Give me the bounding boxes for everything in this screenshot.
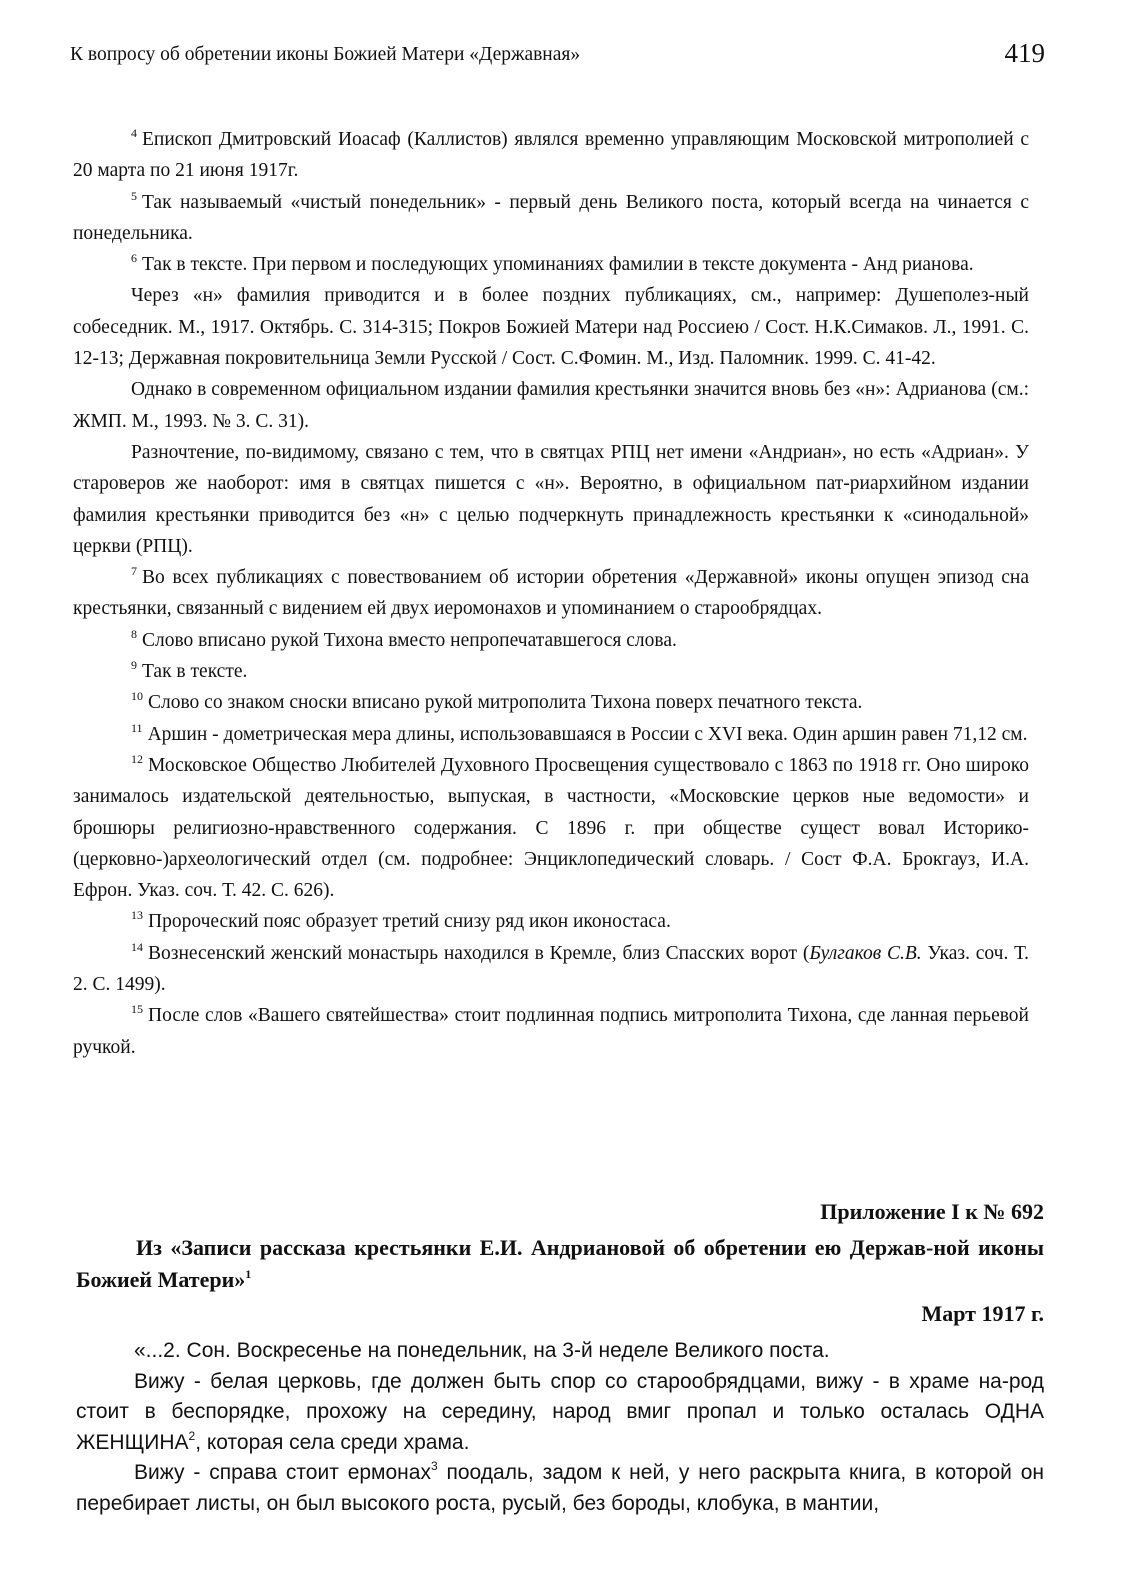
footnote-5: $^5$ Так называемый «чистый понедельник» - первый день Великого поста, который всегда на чинается с понедельника.	[73, 188, 1029, 244]
footnote-13: $^{13}$ Пророческий пояс образует третий снизу ряд икон иконостаса.	[131, 908, 671, 933]
footnote-marker: 3	[430, 1459, 438, 1473]
italic-author: Булгаков С.В.	[809, 942, 922, 964]
footnote-marker: 15	[131, 1002, 143, 1017]
body-paragraph-3: Вижу - справа стоит ермонах$^3$ поодаль, задом к ней, у него раскрыта книга, в которой он перебирает листы, он был высокого роста, русый, без бороды, клобука, в мантии,	[76, 1459, 1045, 1515]
body-paragraph-2: Вижу - белая церковь, где должен быть спор со старообрядцами, вижу - в храме на-род стоит в беспорядке, прохожу на середину, народ вмиг пропал и только осталась ОДНА ЖЕНЩИНА$^2$, которая села среди храма.	[76, 1369, 1044, 1454]
footnote-marker: 7	[131, 564, 137, 579]
running-header	[70, 38, 1045, 74]
footnote-marker: 4	[131, 126, 137, 140]
body-paragraph-1: «...2. Сон. Воскресенье на понедельник, на 3-й неделе Великого поста.	[134, 1339, 830, 1362]
footnote-marker: 2	[188, 1428, 196, 1443]
footnote-marker: 5	[131, 188, 137, 203]
footnote-marker: 9	[131, 658, 137, 673]
footnote-6: $^6$ Так в тексте. При первом и последующих упоминаниях фамилии в тексте документа - Анд рианова.	[131, 251, 974, 276]
footnote-7: $^7$ Во всех публикациях с повествованием об истории обретения «Державной» иконы опущен эпизод сна крестьянки, связанный с видением ей двух иеромонахов и упоминанием о старообрядцах.	[73, 564, 1029, 620]
appendix-title: Из «Записи рассказа крестьянки Е.И. Андриановой об обретении ею Держав-ной иконы Божией Матери»$^1$	[76, 1235, 1044, 1292]
footnote-6-para-3: Разночтение, по-видимому, связано с тем, что в святцах РПЦ нет имени «Андриан», но есть «Адриан». У староверов же наоборот: имя в святцах пишется с «н». Вероятно, в официальном пат-риархийном издании фамилия крестьянки приводится без «н» с целью подчеркнуть принадлежность крестьянки к «синодальной» церкви (РПЦ).	[73, 441, 1029, 557]
footnote-6-para-2: Однако в современном официальном издании фамилия крестьянки значится вновь без «н»: Адрианова (см.: ЖМП. М., 1993. № 3. С. 31).	[73, 379, 1029, 432]
footnote-10: $^{10}$ Слово со знаком сноски вписано рукой митрополита Тихона поверх печатного текста.	[131, 689, 863, 714]
footnote-6-para-1: Через «н» фамилия приводится и в более поздних публикациях, см., например: Душеполез-ный собеседник. М., 1917. Октябрь. С. 314-315; Покров Божией Матери над Россиею / Сост. Н.К.Симаков. Л., 1991. С. 12-13; Державная покровительница Земли Русской / Сост. С.Фомин. М., Изд. Паломник. 1999. С. 41-42.	[73, 285, 1029, 370]
footnotes-section	[73, 124, 1029, 1063]
footnote-marker: 10	[131, 689, 143, 704]
footnote-12: $^{12}$ Московское Общество Любителей Духовного Просвещения существовало с 1863 по 1918 гг. Оно широко занималось издательской деятельностью, выпуская, в частности, «Московские церков ные ведомости» и брошюры религиозно-нравственного содержания. С 1896 г. при обществе сущест вовал Историко-(церковно-)археологический отдел (см. подробнее: Энциклопедический словарь. / Сост Ф.А. Брокгауз, И.А. Ефрон. Указ. соч. Т. 42. С. 626).	[73, 751, 1029, 902]
appendix-label: Приложение I к № 692	[820, 1199, 1044, 1224]
footnote-9: $^9$ Так в тексте.	[131, 658, 248, 683]
page-number: 419	[1004, 38, 1045, 68]
footnote-marker: 6	[131, 251, 137, 266]
footnote-4: $^4$ Епископ Дмитровский Иоасаф (Каллистов) являлся временно управляющим Московской митрополией с 20 марта по 21 июня 1917г.	[73, 126, 1029, 182]
footnote-15: $^{15}$ После слов «Вашего святейшества» стоит подлинная подпись митрополита Тихона, сде ланная перьевой ручкой.	[73, 1002, 1029, 1058]
footnote-marker: 11	[131, 720, 143, 735]
appendix-body	[76, 1336, 1044, 1519]
appendix-section	[76, 1196, 1044, 1519]
footnote-marker: 1	[245, 1267, 252, 1281]
appendix-date: Март 1917 г.	[921, 1301, 1044, 1326]
footnote-14: $^{14}$ Вознесенский женский монастырь находился в Кремле, близ Спасских ворот (Булгаков С.В. Указ. соч. Т. 2. С. 1499).	[73, 939, 1029, 996]
footnote-marker: 12	[131, 751, 143, 766]
footnote-marker: 14	[131, 939, 143, 954]
footnote-11: $^{11}$ Аршин - дометрическая мера длины, использовавшаяся в России с XVI века. Один аршин равен 71,12 см.	[131, 720, 1028, 745]
footnote-8: $^8$ Слово вписано рукой Тихона вместо непропечатавшегося слова.	[131, 626, 677, 651]
footnote-marker: 8	[131, 626, 137, 641]
footnote-marker: 13	[131, 908, 143, 923]
running-title: К вопросу об обретении иконы Божией Матери «Державная»	[70, 44, 581, 65]
